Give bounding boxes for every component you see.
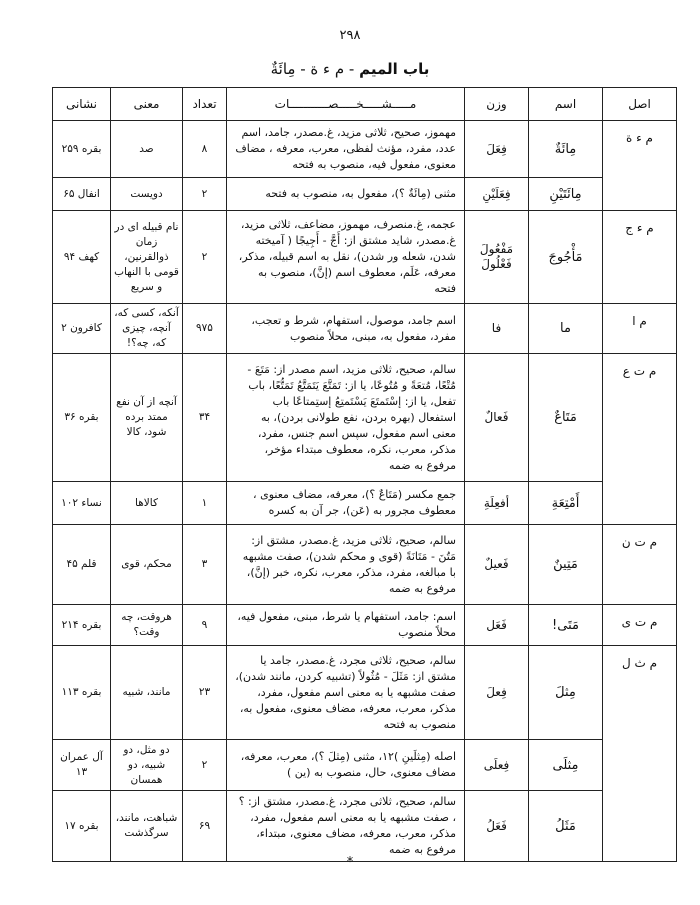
meaning-cell: نام قبیله ای در زمان ذوالقرنین، قومی با النهاب و سریع	[111, 211, 183, 304]
ism-cell: مَأْجُوجَ	[529, 211, 603, 304]
table-row	[53, 304, 677, 354]
wazn-cell: فَعَلُ	[465, 791, 529, 862]
wazn-cell: فا	[465, 304, 529, 354]
count-cell: ۲۳	[183, 646, 227, 740]
reference-cell: کافرون ۲	[53, 304, 111, 354]
count-cell: ۱	[183, 482, 227, 525]
meaning-cell: صد	[111, 121, 183, 178]
header-mushakhasat: مـــــشـــــخـــــصـــــــــــات	[227, 88, 465, 121]
header-mana: معنی	[111, 88, 183, 121]
root-cell: م ء ة	[603, 121, 677, 211]
meaning-cell: کالاها	[111, 482, 183, 525]
header-neshani: نشانی	[53, 88, 111, 121]
ism-cell: مَتِينٌ	[529, 525, 603, 605]
meaning-cell: آنچه از آن نفع ممتد برده شود، کالا	[111, 354, 183, 482]
table-row	[53, 211, 677, 304]
count-cell: ۹۷۵	[183, 304, 227, 354]
wazn-cell: مَفْعُولَ فَعْلُولَ	[465, 211, 529, 304]
description-cell: عجمه، غ.منصرف، مهموز، مضاعف، ثلاثی مزید، غ.مصدر، شاید مشتق از: أَجَّ - أَجِيجًا ( آمیخته شدن، شعله ور شدن)، نقل به اسم قبیله، مذکر، معرفه، عَلَم، معطوف اسم (إنَّ)، منصوب به فتحه	[227, 211, 465, 304]
table-row	[53, 121, 677, 178]
header-ism: اسم	[529, 88, 603, 121]
ism-cell: أَمْتِعَةِ	[529, 482, 603, 525]
root-cell: م ت ی	[603, 605, 677, 646]
wazn-cell: أفعِلَةِ	[465, 482, 529, 525]
meaning-cell: آنکه، کسی که، آنچه، چیزی که، چه؟!	[111, 304, 183, 354]
description-cell: جمع مکسر (مَتَاعٌ ؟)، معرفه، مضاف معنوی ، معطوف مجرور به (عَن)، جر آن به کسره	[227, 482, 465, 525]
page-number: ۲۹۸	[339, 28, 361, 43]
ism-cell: مِثلَ	[529, 646, 603, 740]
description-cell: سالم، صحیح، ثلاثی مجرد، غ.مصدر، جامد یا مشتق از: مَثَلَ - مُثُولاً (تشبیه کردن، مانند شدن)، صفت مشبهه یا به معنی اسم مفعول، مفرد، مذکر، معرب، معرفه، مضاف معنوی، مفعول به، منصوب به فتحه	[227, 646, 465, 740]
wazn-cell: فِعلَ	[465, 646, 529, 740]
reference-cell: نساء ۱۰۲	[53, 482, 111, 525]
table-row	[53, 646, 677, 740]
reference-cell: بقره ۲۵۹	[53, 121, 111, 178]
description-cell: اسم جامد، موصول، استفهام، شرط و تعجب، مفرد، مفعول به، مبنی، محلاً منصوب	[227, 304, 465, 354]
ism-cell: مَتَاعٌ	[529, 354, 603, 482]
table-row	[53, 791, 677, 862]
wazn-cell: فِعَلَیْنِ	[465, 178, 529, 211]
ism-cell: مَتَی!	[529, 605, 603, 646]
description-cell: سالم، صحیح، ثلاثی مزید، غ.مصدر، مشتق از: مَتُنَ - مَتَانَةً (قوی و محکم شدن)، صفت مشبهه با مبالغه، مفرد، مذکر، معرب، نکره، خبر (إنَّ)، مرفوع به ضمه	[227, 525, 465, 605]
title-main: باب المیم	[359, 60, 430, 78]
count-cell: ۲	[183, 211, 227, 304]
table-row	[53, 482, 677, 525]
table-row	[53, 178, 677, 211]
meaning-cell: شباهت، مانند، سرگذشت	[111, 791, 183, 862]
reference-cell: بقره ۲۱۴	[53, 605, 111, 646]
footer-asterisk: *	[346, 855, 354, 870]
title-sub: - م ء ة - مِائَةٌ	[270, 60, 360, 78]
header-row	[53, 88, 677, 121]
meaning-cell: محکم، قوی	[111, 525, 183, 605]
wazn-cell: فَعَل	[465, 605, 529, 646]
count-cell: ۳	[183, 525, 227, 605]
table-row	[53, 525, 677, 605]
reference-cell: بقره ۳۶	[53, 354, 111, 482]
table-row	[53, 605, 677, 646]
ism-cell: مَثَلُ	[529, 791, 603, 862]
ism-cell: مِائَةٌ	[529, 121, 603, 178]
ism-cell: ما	[529, 304, 603, 354]
meaning-cell: دویست	[111, 178, 183, 211]
description-cell: سالم، صحیح، ثلاثی مجرد، غ.مصدر، مشتق از: ؟ ، صفت مشبهه یا به معنی اسم مفعول، مفرد، مذکر، معرب، معرفه، مضاف معنوی، مبتداء، مرفوع به ضمه	[227, 791, 465, 862]
wazn-cell: فَعالٌ	[465, 354, 529, 482]
description-cell: اسم: جامد، استفهام یا شرط، مبنی، مفعول فیه، محلاً منصوب	[227, 605, 465, 646]
page-title	[0, 60, 700, 78]
count-cell: ۲	[183, 740, 227, 791]
reference-cell: بقره ۱۷	[53, 791, 111, 862]
header-tedad: تعداد	[183, 88, 227, 121]
root-cell: م ت ع	[603, 354, 677, 525]
description-cell: مثنی (مِائَةٌ ؟)، مفعول به، منصوب به فتحه	[227, 178, 465, 211]
count-cell: ۳۴	[183, 354, 227, 482]
description-cell: مهموز، صحیح، ثلاثی مزید، غ.مصدر، جامد، اسم عدد، مفرد، مؤنث لفظی، معرب، معرفه ، مضاف معنوی، مفعول فیه، منصوب به فتحه	[227, 121, 465, 178]
description-cell: اصله (مِثلَینِ )۱۲، مثنی (مِثلَ ؟)، معرب، معرفه، مضاف معنوی، حال، منصوب به (ین )	[227, 740, 465, 791]
table-row	[53, 354, 677, 482]
meaning-cell: دو مثل، دو شبیه، دو همسان	[111, 740, 183, 791]
wazn-cell: فَعیلٌ	[465, 525, 529, 605]
count-cell: ۸	[183, 121, 227, 178]
ism-cell: مِثلَی	[529, 740, 603, 791]
meaning-cell: هروقت، چه وقت؟	[111, 605, 183, 646]
ism-cell: مِائَتَیْنِ	[529, 178, 603, 211]
reference-cell: قلم ۴۵	[53, 525, 111, 605]
lexicon-table	[52, 87, 677, 862]
reference-cell: کهف ۹۴	[53, 211, 111, 304]
meaning-cell: مانند، شبیه	[111, 646, 183, 740]
count-cell: ۶۹	[183, 791, 227, 862]
reference-cell: بقره ۱۱۳	[53, 646, 111, 740]
header-wazn: وزن	[465, 88, 529, 121]
wazn-cell: فِعلَی	[465, 740, 529, 791]
reference-cell: آل عمران ۱۳	[53, 740, 111, 791]
wazn-cell: فِعَلَ	[465, 121, 529, 178]
description-cell: سالم، صحیح، ثلاثی مزید، اسم مصدر از: مَتَعَ - مُتْعًا، مُتعَةً و مُتُوعًا، یا از: تَمَتَّعَ يَتَمَتَّعُ تَمَتُّعًا، باب تفعل، یا از: إسْتَمتَعَ يَسْتَمتِعُ إستِمتاعًا باب استفعال (بهره بردن، نفع طولانی بردن)، به معنی اسم مفعول، سپس اسم جنس، مفرد، مذکر، معرب، نکره، معطوف مبتداء مؤخر، مرفوع به ضمه	[227, 354, 465, 482]
count-cell: ۹	[183, 605, 227, 646]
count-cell: ۲	[183, 178, 227, 211]
root-cell: م ا	[603, 304, 677, 354]
root-cell: م ت ن	[603, 525, 677, 605]
root-cell: م ء ج	[603, 211, 677, 304]
header-asl: اصل	[603, 88, 677, 121]
table-row	[53, 740, 677, 791]
reference-cell: انفال ۶۵	[53, 178, 111, 211]
root-cell: م ث ل	[603, 646, 677, 862]
